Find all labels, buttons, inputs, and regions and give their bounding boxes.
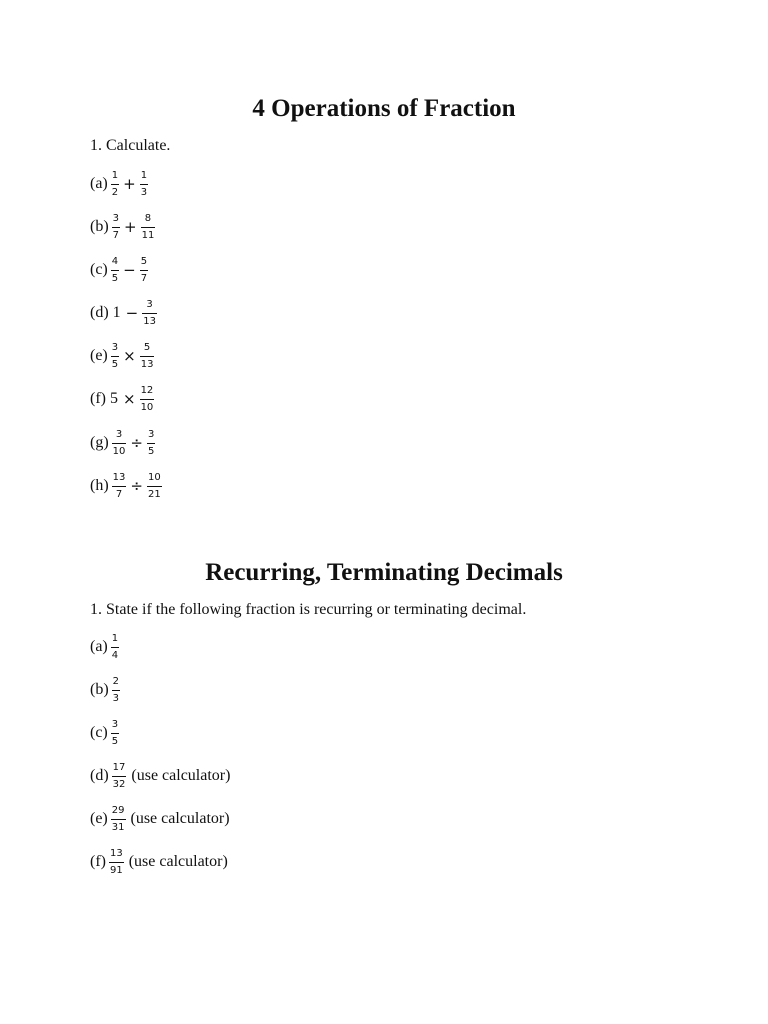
- calculator-note: (use calculator): [130, 810, 230, 827]
- section-2-instruction: 1. State if the following fraction is recurring or terminating decimal.: [90, 601, 527, 618]
- question-label: (a): [90, 638, 108, 655]
- question-label: (b): [90, 681, 109, 698]
- question-label: (e): [90, 347, 108, 364]
- question-2c: [90, 712, 120, 754]
- fraction: $\frac{2}{3}$: [112, 675, 120, 704]
- fraction: $\frac{3}{5}$: [147, 428, 155, 457]
- question-1b: [90, 206, 156, 248]
- calculator-note: (use calculator): [128, 853, 228, 870]
- question-label: (a): [90, 175, 108, 192]
- operator: −: [123, 261, 136, 279]
- question-2a: [90, 626, 120, 668]
- fraction: $\frac{17}{32}$: [112, 761, 126, 790]
- question-2b: [90, 669, 121, 711]
- question-1g: [90, 422, 156, 464]
- question-label: (c): [90, 724, 108, 741]
- operator: −: [125, 304, 139, 322]
- section-1-instruction: 1. Calculate.: [90, 137, 171, 154]
- fraction: $\frac{3}{10}$: [112, 428, 126, 457]
- fraction: $\frac{3}{5}$: [111, 718, 119, 747]
- whole-number: 5: [109, 390, 118, 407]
- fraction: $\frac{1}{4}$: [111, 632, 119, 661]
- fraction: $\frac{13}{91}$: [109, 847, 123, 876]
- question-label: (f): [90, 853, 106, 870]
- fraction: $\frac{3}{13}$: [143, 298, 156, 327]
- whole-number: 1: [112, 304, 121, 321]
- section-2-title: Recurring, Terminating Decimals: [205, 559, 563, 586]
- calculator-note: (use calculator): [131, 767, 231, 784]
- fraction: $\frac{1}{3}$: [140, 169, 148, 198]
- question-label: (e): [90, 810, 108, 827]
- question-label: (h): [90, 477, 109, 494]
- question-1f: [90, 378, 155, 420]
- question-1h: [90, 465, 163, 507]
- question-label: (d): [90, 767, 109, 784]
- fraction: $\frac{1}{2}$: [111, 169, 119, 198]
- question-label: (c): [90, 261, 108, 278]
- operator: ×: [123, 347, 136, 365]
- question-1d: [90, 292, 158, 334]
- fraction: $\frac{4}{5}$: [111, 255, 119, 284]
- fraction: $\frac{10}{21}$: [147, 471, 161, 500]
- operator: ÷: [130, 477, 143, 495]
- fraction: $\frac{12}{10}$: [140, 384, 154, 413]
- operator: +: [123, 175, 136, 193]
- question-2d: [90, 755, 230, 797]
- question-1c: [90, 249, 149, 291]
- fraction: $\frac{3}{5}$: [111, 341, 119, 370]
- operator: ÷: [130, 434, 143, 452]
- operator: +: [124, 218, 137, 236]
- question-2f: [90, 841, 228, 883]
- question-2e: [90, 798, 230, 840]
- fraction: $\frac{5}{7}$: [140, 255, 148, 284]
- section-1-title: 4 Operations of Fraction: [252, 95, 516, 122]
- operator: ×: [122, 390, 136, 408]
- question-1e: [90, 335, 155, 377]
- question-label: (d): [90, 304, 109, 321]
- question-label: (g): [90, 434, 109, 451]
- fraction: $\frac{29}{31}$: [111, 804, 125, 833]
- question-label: (b): [90, 218, 109, 235]
- question-1a: [90, 163, 149, 205]
- fraction: $\frac{5}{13}$: [140, 341, 154, 370]
- fraction: $\frac{3}{7}$: [112, 212, 120, 241]
- question-label: (f): [90, 390, 106, 407]
- fraction: $\frac{13}{7}$: [112, 471, 126, 500]
- fraction: $\frac{8}{11}$: [141, 212, 155, 241]
